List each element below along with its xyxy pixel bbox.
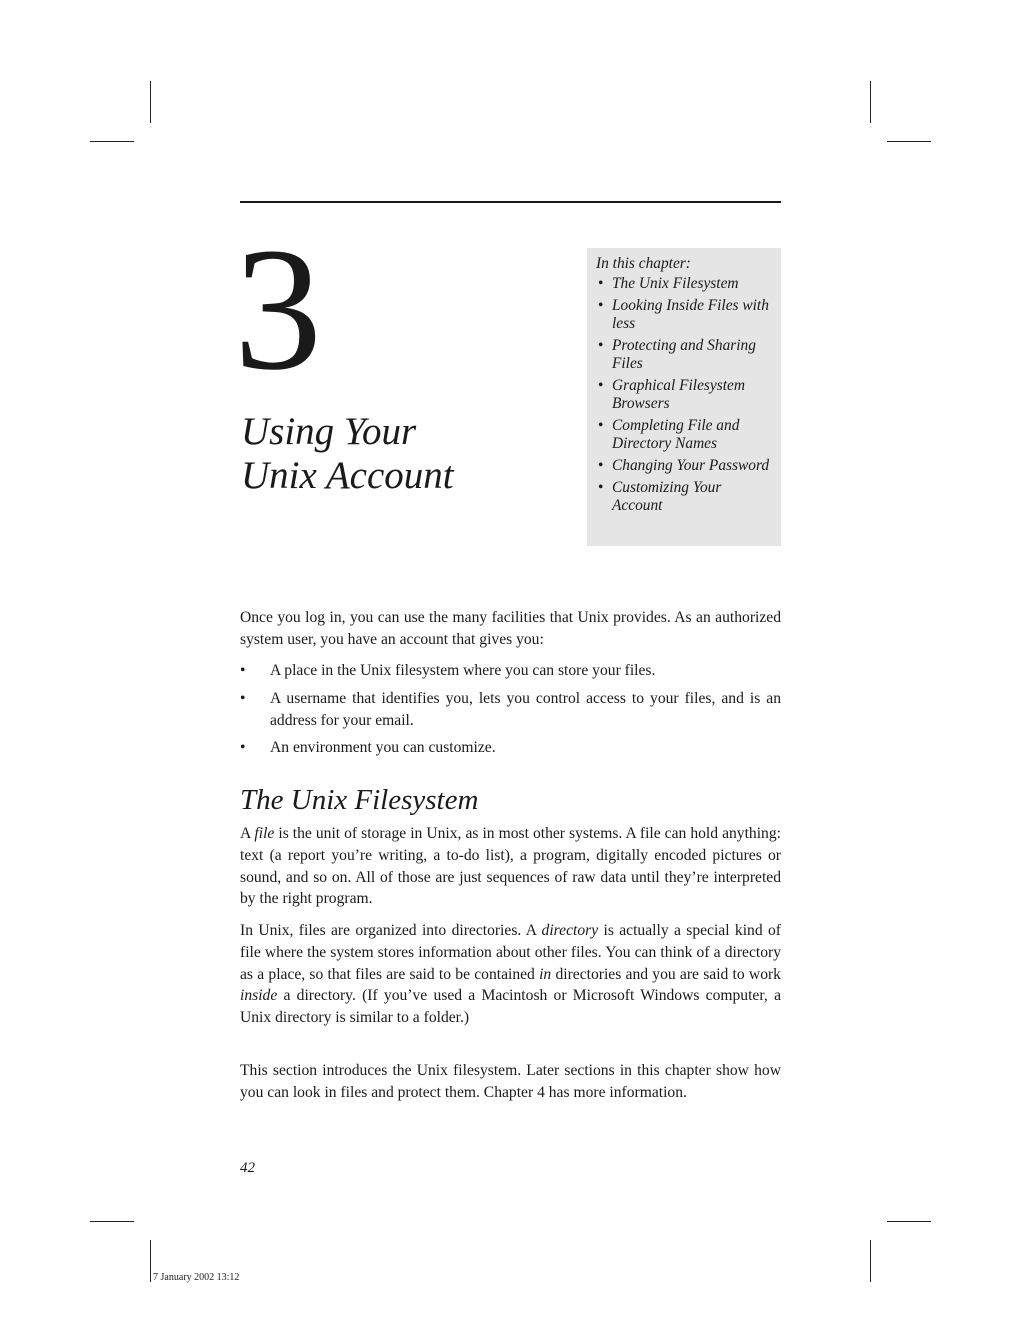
contents-item: • Protecting and Sharing Files (598, 337, 756, 372)
list-item: • An environment you can customize. (240, 737, 781, 759)
bullet-icon: • (240, 662, 246, 679)
chapter-title-line: Using Your (241, 410, 417, 453)
paragraph: A file is the unit of storage in Unix, as in most other systems. A file can hold anything: text (a report you’re writing, a to-do list), a program, digitally encoded pictures or sound, and so on. All of those are just sequences of raw data until they’re interpreted by the right program. (240, 825, 781, 908)
crop-mark (887, 141, 931, 142)
contents-item: • Completing File and Directory Names (598, 417, 740, 452)
bullet-icon: • (598, 417, 604, 434)
bullet-icon: • (240, 689, 246, 707)
contents-intro: In this chapter: (596, 255, 691, 272)
crop-mark (90, 141, 134, 142)
bullet-icon: • (598, 377, 604, 394)
bullet-icon: • (598, 337, 604, 354)
crop-mark (887, 1221, 931, 1222)
bullet-icon: • (598, 275, 604, 292)
print-timestamp: 7 January 2002 13:12 (153, 1272, 240, 1283)
contents-list (596, 275, 773, 515)
chapter-title (241, 410, 454, 498)
chapter-contents-box (587, 248, 781, 546)
crop-mark (150, 1240, 151, 1282)
header-rule (240, 201, 781, 203)
crop-mark (870, 1240, 871, 1282)
paragraph: In Unix, files are organized into directories. A directory is actually a special kind of file where the system stores information about other files. You can think of a directory as a place, so that files are said to be contained in directories and you are said to work inside a directory. (If you’ve used a Macintosh or Microsoft Windows computer, a Unix directory is similar to a folder.) (240, 922, 781, 1027)
crop-mark (150, 81, 151, 123)
contents-item: • The Unix Filesystem (598, 275, 739, 292)
list-item: • A place in the Unix filesystem where you can store your files. (240, 660, 781, 682)
chapter-title-line: Unix Account (241, 454, 454, 497)
contents-item: • Changing Your Password (598, 457, 770, 474)
page-number: 42 (240, 1160, 255, 1176)
bullet-icon: • (598, 297, 604, 314)
bullet-icon: • (598, 457, 604, 474)
contents-item: • Graphical Filesystem Browsers (598, 377, 745, 412)
list-item: • A username that identifies you, lets you control access to your files, and is an address for your email. (240, 689, 781, 729)
account-features-list (240, 660, 781, 765)
contents-item: • Customizing Your Account (598, 479, 722, 514)
section-heading: The Unix Filesystem (240, 784, 479, 816)
bullet-icon: • (598, 479, 604, 496)
chapter-number: 3 (234, 212, 320, 407)
paragraph: This section introduces the Unix filesystem. Later sections in this chapter show how you can look in files and protect them. Chapter 4 has more information. (240, 1062, 781, 1101)
crop-mark (870, 81, 871, 123)
intro-paragraph: Once you log in, you can use the many facilities that Unix provides. As an authorized system user, you have an account that gives you: (240, 609, 781, 648)
bullet-icon: • (240, 739, 246, 757)
contents-item: • Looking Inside Files with less (598, 297, 769, 332)
crop-mark (90, 1221, 134, 1222)
